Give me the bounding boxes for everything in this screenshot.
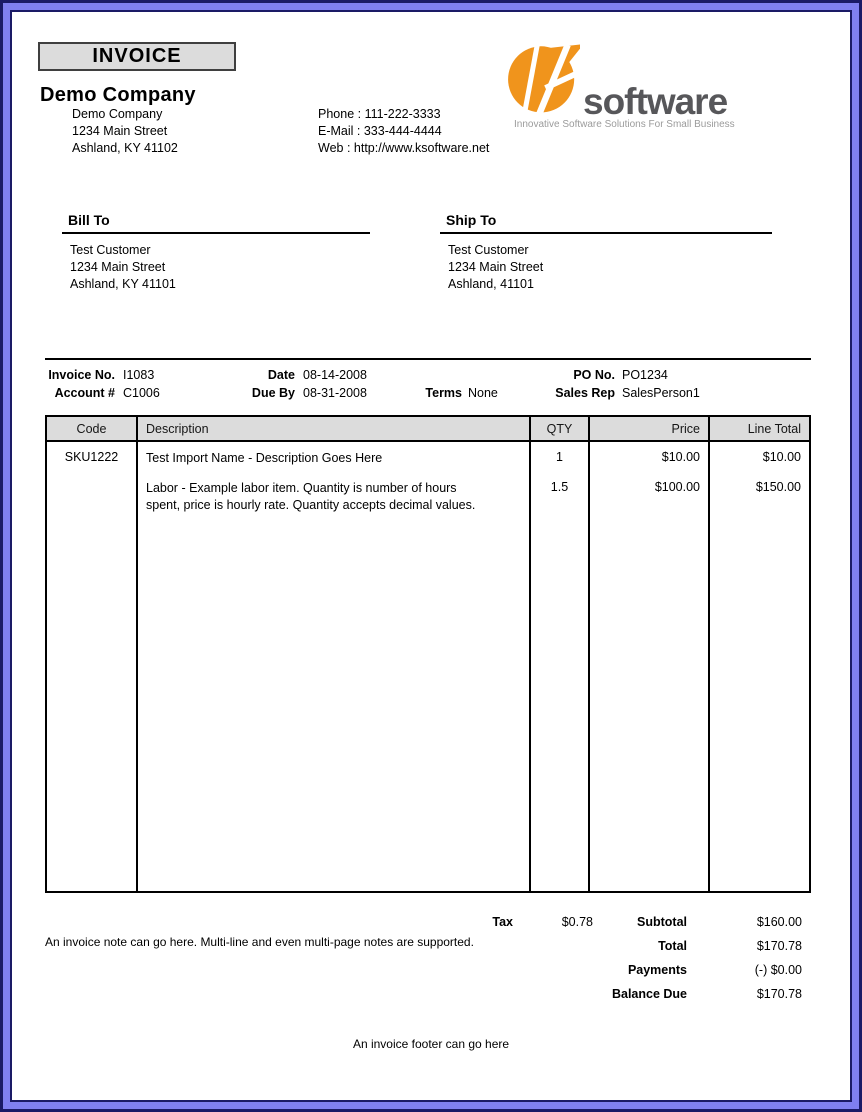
cell-line-total: $10.00 [762,450,801,464]
cell-description: Test Import Name - Description Goes Here [138,442,531,472]
cell-line-total: $150.00 [755,480,801,494]
col-header-code: Code [47,417,138,442]
tax-label: Tax [492,915,513,929]
page-border-inner [3,3,859,1109]
terms-label: Terms [425,386,462,400]
col-header-description: Description [138,417,531,442]
po-no-value: PO1234 [622,368,668,382]
web-line [318,140,489,157]
cell-price: $100.00 [590,472,710,891]
col-header-price: Price [590,417,710,442]
meta-divider [45,358,811,360]
tax-value: $0.78 [561,915,593,929]
date-label: Date [267,368,295,382]
payments-label: Payments [627,963,687,977]
invoice-title: INVOICE [38,42,236,71]
account-label: Account # [54,386,115,400]
subtotal-label: Subtotal [637,915,687,929]
phone-value: 111-222-3333 [364,107,441,121]
bill-to-label: Bill To [62,212,370,234]
bill-to-line: Test Customer [70,243,151,257]
cell-qty: 1.5 [531,472,590,891]
sales-rep-label: Sales Rep [555,386,615,400]
ship-to-line: Ashland, 41101 [448,277,534,291]
balance-due-value: $170.78 [756,987,802,1001]
due-by-label: Due By [251,386,295,400]
web-label: Web : [318,141,351,155]
ship-to-line: Test Customer [448,243,529,257]
company-address [72,106,178,157]
email-line [318,123,489,140]
cell-code: SKU1222 [47,442,138,472]
balance-due-label: Balance Due [611,987,687,1001]
total-label: Total [658,939,687,953]
logo-row [508,42,735,123]
invoice-no-value: I1083 [123,368,155,382]
invoice-no-label: Invoice No. [48,368,115,382]
bill-to-line: Ashland, KY 41101 [70,277,176,291]
due-by-value: 08-31-2008 [303,386,367,400]
phone-line [318,106,489,123]
company-address-line: Ashland, KY 41102 [72,141,178,155]
account-value: C1006 [123,386,160,400]
phone-label: Phone : [318,107,362,121]
bill-to-line: 1234 Main Street [70,260,166,274]
bill-to-block [62,212,370,293]
web-value: http://www.ksoftware.net [353,141,490,155]
cell-description: Labor - Example labor item. Quantity is number of hours spent, price is hourly rate. Quantity accepts decimal values. [138,472,531,891]
cell-code [47,472,138,891]
payments-value: (-) $0.00 [754,963,802,977]
sales-rep-value: SalesPerson1 [622,386,700,400]
email-label: E-Mail : [318,124,361,138]
contact-block [318,106,489,157]
invoice-note: An invoice note can go here. Multi-line and even multi-page notes are supported. [45,935,474,949]
k-circle-icon [508,42,580,116]
bill-to-lines [62,242,370,293]
ship-to-line: 1234 Main Street [448,260,544,274]
total-value: $170.78 [756,939,802,953]
company-address-line: 1234 Main Street [72,124,168,138]
email-value: 333-444-4444 [363,124,442,138]
ship-to-block [440,212,772,293]
ksoftware-logo [508,42,735,130]
ship-to-lines [440,242,772,293]
po-no-label: PO No. [573,368,615,382]
date-value: 08-14-2008 [303,368,367,382]
logo-wordmark: software [583,81,728,123]
company-name: Demo Company [40,84,196,106]
cell-price: $10.00 [590,442,710,472]
invoice-page [10,10,852,1102]
subtotal-value: $160.00 [756,915,802,929]
terms-value: None [468,386,498,400]
company-address-line: Demo Company [72,107,163,121]
col-header-qty: QTY [531,417,590,442]
logo-tagline: Innovative Software Solutions For Small Business [514,119,735,130]
invoice-footer: An invoice footer can go here [352,1037,510,1051]
line-items-table [45,415,811,893]
cell-qty: 1 [531,442,590,472]
col-header-line-total: Line Total [710,417,809,442]
ship-to-label: Ship To [440,212,772,234]
